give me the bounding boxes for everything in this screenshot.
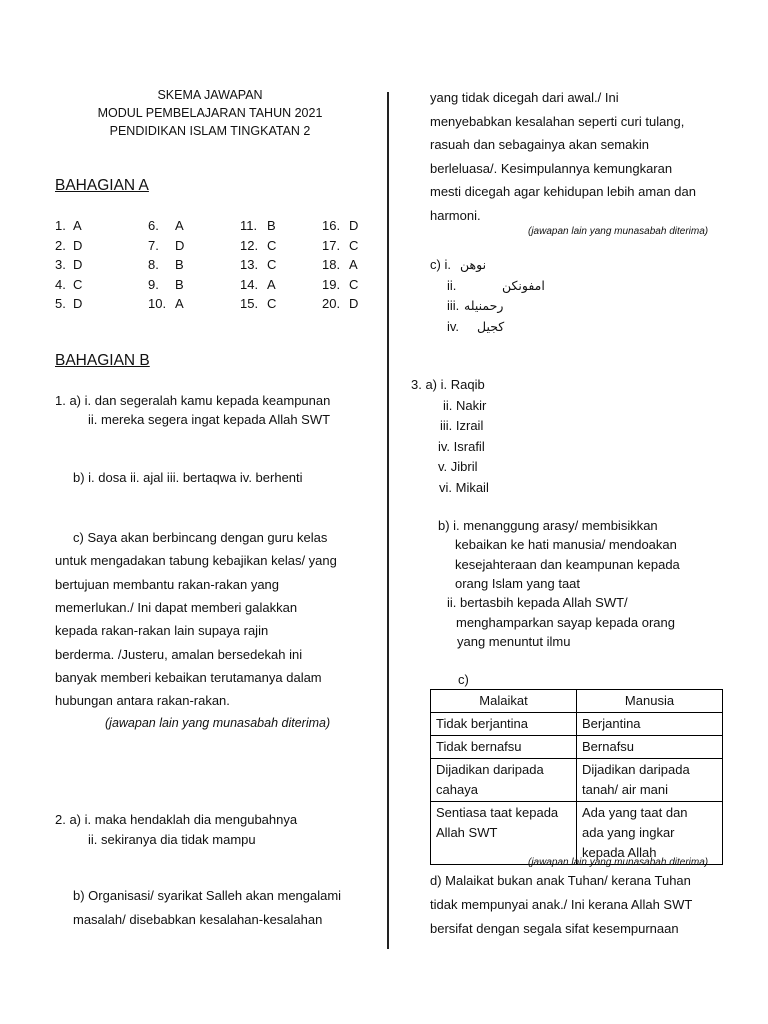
continuation-line: berleluasa/. Kesimpulannya kemungkaran bbox=[430, 160, 673, 176]
q3b-line: b) i. menanggung arasy/ membisikkan bbox=[438, 518, 658, 533]
q3a-item: vi. Mikail bbox=[439, 479, 489, 495]
q3d-line: d) Malaikat bukan anak Tuhan/ kerana Tuhan bbox=[430, 873, 691, 888]
q3b-line: yang menuntut ilmu bbox=[457, 633, 571, 649]
answer-number: 4. bbox=[55, 276, 66, 292]
q2b-note: (jawapan lain yang munasabah diterima) bbox=[528, 226, 709, 237]
q3c-label: c) bbox=[458, 672, 469, 687]
answer-number: 15. bbox=[240, 296, 259, 311]
q3d-line: tidak mempunyai anak./ Ini kerana Allah SWT bbox=[430, 897, 693, 912]
q3a-item: ii. Nakir bbox=[443, 397, 487, 413]
header-line-3: PENDIDIKAN ISLAM TINGKATAN 2 bbox=[109, 124, 311, 138]
answer-letter: B bbox=[175, 257, 184, 272]
answer-number: 10. bbox=[148, 296, 167, 311]
table-cell: Berjantina bbox=[577, 713, 723, 736]
q2c-label: ii. bbox=[447, 277, 457, 293]
answer-number: 3. bbox=[55, 257, 66, 272]
q1c-line: bertujuan membantu rakan-rakan yang bbox=[55, 576, 280, 592]
q2b-line: b) Organisasi/ syarikat Salleh akan mengalami bbox=[73, 888, 342, 903]
q3b-line: orang Islam yang taat bbox=[455, 575, 581, 591]
answer-number: 9. bbox=[148, 276, 159, 292]
q1c-line: untuk mengadakan tabung kebajikan kelas/ yang bbox=[55, 553, 337, 569]
q2b-line: masalah/ disebabkan kesalahan-kesalahan bbox=[73, 912, 323, 927]
table-header-manusia: Manusia bbox=[577, 690, 723, 713]
q2c-arabic-answer: نوهن bbox=[460, 257, 487, 272]
answer-number: 5. bbox=[55, 296, 66, 311]
answer-letter: D bbox=[175, 237, 185, 253]
q2a-ii: ii. sekiranya dia tidak mampu bbox=[88, 832, 256, 847]
q3b-line: menghamparkan sayap kepada orang bbox=[456, 614, 675, 630]
answer-number: 20. bbox=[322, 296, 341, 311]
continuation-line: mesti dicegah agar kehidupan lebih aman dan bbox=[430, 184, 696, 200]
q2c-arabic-answer: رحمنيله bbox=[464, 298, 504, 313]
answer-letter: A bbox=[73, 218, 82, 233]
bahagian-a-title: BAHAGIAN A bbox=[55, 177, 149, 194]
table-cell: Bernafsu bbox=[577, 736, 723, 759]
table-cell: Ada yang taat dan ada yang ingkar kepada Allah bbox=[577, 802, 723, 865]
column-divider bbox=[387, 92, 389, 949]
answer-number: 7. bbox=[148, 237, 159, 253]
q1c-note: (jawapan lain yang munasabah diterima) bbox=[105, 716, 331, 730]
answer-letter: D bbox=[73, 237, 83, 253]
q2c-label: iv. bbox=[447, 318, 460, 334]
table-cell: Sentiasa taat kepada Allah SWT bbox=[431, 802, 577, 865]
answer-number: 8. bbox=[148, 257, 159, 272]
q1c-line: banyak memberi kebaikan terutamanya dalam bbox=[55, 669, 322, 685]
table-row bbox=[431, 713, 723, 736]
answer-number: 12. bbox=[240, 237, 259, 253]
answer-number: 2. bbox=[55, 237, 66, 253]
answer-number: 6. bbox=[148, 218, 159, 233]
q3a-item: iv. Israfil bbox=[438, 438, 485, 454]
answer-letter: A bbox=[175, 296, 184, 311]
q2c-label: iii. bbox=[447, 298, 460, 313]
table-cell: Tidak berjantina bbox=[431, 713, 577, 736]
continuation-line: yang tidak dicegah dari awal./ Ini bbox=[430, 90, 619, 105]
q3b-line: ii. bertasbih kepada Allah SWT/ bbox=[447, 595, 628, 611]
q1b: b) i. dosa ii. ajal iii. bertaqwa iv. berhenti bbox=[73, 470, 303, 485]
answer-letter: D bbox=[73, 296, 83, 311]
q3a-item: iii. Izrail bbox=[440, 418, 484, 433]
table-cell: Dijadikan daripada tanah/ air mani bbox=[577, 759, 723, 802]
q1a-i: 1. a) i. dan segeralah kamu kepada keampunan bbox=[55, 393, 331, 408]
answer-number: 13. bbox=[240, 257, 259, 272]
answer-letter: C bbox=[267, 237, 277, 253]
table-header-malaikat: Malaikat bbox=[431, 690, 577, 713]
answer-letter: A bbox=[267, 276, 276, 292]
answer-letter: D bbox=[349, 296, 359, 311]
answer-letter: B bbox=[267, 218, 276, 233]
answer-letter: D bbox=[73, 257, 83, 272]
answer-letter: C bbox=[349, 237, 359, 253]
answer-number: 14. bbox=[240, 276, 259, 292]
q1c-line: kepada rakan-rakan lain supaya rajin bbox=[55, 623, 269, 639]
q3a-item: v. Jibril bbox=[438, 459, 478, 474]
header-line-1: SKEMA JAWAPAN bbox=[157, 88, 263, 102]
answer-letter: C bbox=[73, 276, 83, 292]
answer-number: 16. bbox=[322, 218, 341, 233]
table-row bbox=[431, 736, 723, 759]
q3b-line: kesejahteraan dan keampunan kepada bbox=[455, 556, 680, 572]
bahagian-b-title: BAHAGIAN B bbox=[55, 352, 150, 369]
q3b-line: kebaikan ke hati manusia/ mendoakan bbox=[455, 537, 677, 553]
comparison-table bbox=[430, 689, 723, 865]
continuation-line: harmoni. bbox=[430, 208, 481, 223]
table-note: (jawapan lain yang munasabah diterima) bbox=[528, 857, 709, 868]
q1c-line: hubungan antara rakan-rakan. bbox=[55, 693, 230, 709]
q3d-line: bersifat dengan segala sifat kesempurnaan bbox=[430, 921, 679, 936]
answer-letter: A bbox=[349, 257, 358, 272]
q3a-item: 3. a) i. Raqib bbox=[411, 377, 485, 392]
header-line-2: MODUL PEMBELAJARAN TAHUN 2021 bbox=[97, 106, 323, 120]
answer-number: 11. bbox=[240, 218, 258, 233]
q2c-arabic-answer: امفونكن bbox=[502, 277, 545, 293]
continuation-line: menyebabkan kesalahan seperti curi tulang, bbox=[430, 113, 685, 129]
q2c-arabic-answer: كجيل bbox=[477, 318, 505, 334]
q2a-i: 2. a) i. maka hendaklah dia mengubahnya bbox=[55, 812, 298, 827]
q2c-label: c) i. bbox=[430, 257, 451, 272]
q1c-line: c) Saya akan berbincang dengan guru kelas bbox=[73, 530, 328, 545]
answer-letter: D bbox=[349, 218, 359, 233]
answer-letter: C bbox=[267, 296, 277, 311]
answer-letter: C bbox=[267, 257, 277, 272]
table-row bbox=[431, 802, 723, 865]
table-row bbox=[431, 759, 723, 802]
answer-number: 1. bbox=[55, 218, 66, 233]
answer-number: 18. bbox=[322, 257, 341, 272]
q1c-line: berderma. /Justeru, amalan bersedekah ini bbox=[55, 646, 303, 662]
answer-number: 17. bbox=[322, 237, 341, 253]
answer-number: 19. bbox=[322, 276, 341, 292]
table-cell: Dijadikan daripada cahaya bbox=[431, 759, 577, 802]
q1c-line: memerlukan./ Ini dapat memberi galakkan bbox=[55, 599, 298, 615]
q1a-ii: ii. mereka segera ingat kepada Allah SWT bbox=[88, 412, 331, 427]
continuation-line: rasuah dan sebagainya akan semakin bbox=[430, 137, 649, 153]
answer-letter: C bbox=[349, 276, 359, 292]
table-cell: Tidak bernafsu bbox=[431, 736, 577, 759]
answer-letter: B bbox=[175, 276, 184, 292]
answer-letter: A bbox=[175, 218, 184, 233]
